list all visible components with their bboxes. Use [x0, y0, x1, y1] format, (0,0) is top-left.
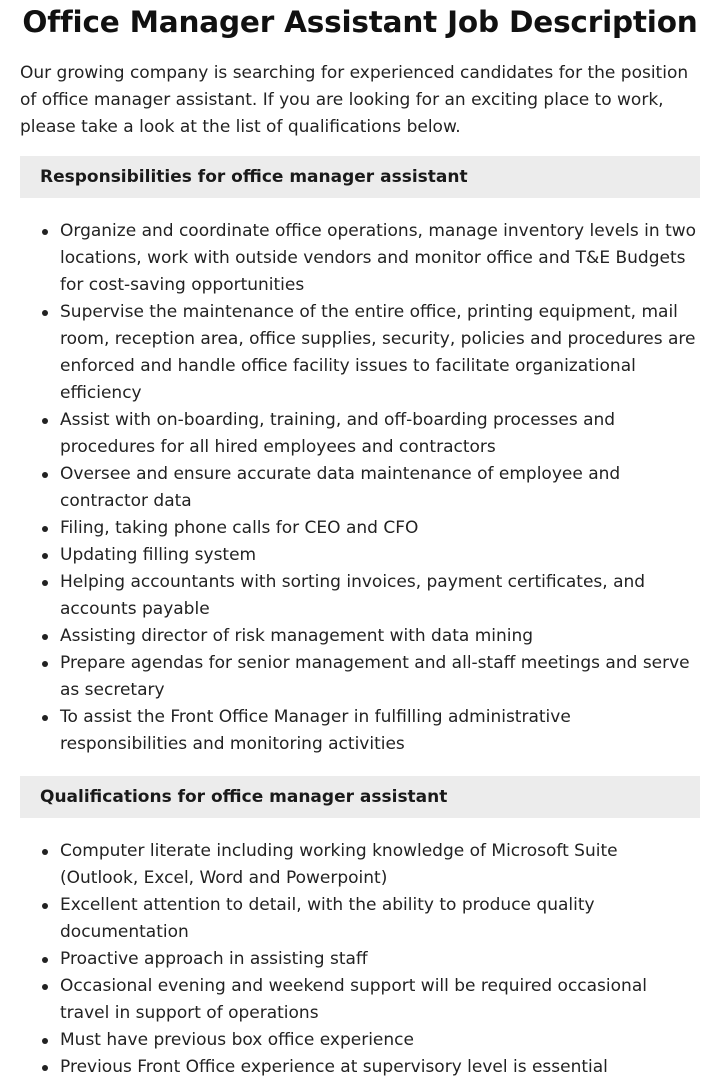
list-item: Must have previous box office experience [60, 1027, 700, 1054]
list-item: Assisting director of risk management with data mining [60, 623, 700, 650]
list-item: Computer literate including working knowledge of Microsoft Suite (Outlook, Excel, Word and Powerpoint) [60, 838, 700, 892]
list-item: Updating filling system [60, 542, 700, 569]
list-item: Occasional evening and weekend support will be required occasional travel in support of operations [60, 973, 700, 1027]
list-item: Assist with on-boarding, training, and off-boarding processes and procedures for all hired employees and contractors [60, 407, 700, 461]
responsibilities-heading: Responsibilities for office manager assistant [20, 156, 700, 198]
page-title: Office Manager Assistant Job Description [22, 5, 698, 39]
list-item: Organize and coordinate office operations, manage inventory levels in two locations, work with outside vendors and monitor office and T&E Budgets for cost-saving opportunities [60, 218, 700, 299]
list-item: Previous Front Office experience at supervisory level is essential [60, 1054, 700, 1081]
list-item: Proactive approach in assisting staff [60, 946, 700, 973]
list-item: Filing, taking phone calls for CEO and CFO [60, 515, 700, 542]
list-item: Oversee and ensure accurate data maintenance of employee and contractor data [60, 461, 700, 515]
list-item: Prepare agendas for senior management and all-staff meetings and serve as secretary [60, 650, 700, 704]
qualifications-heading: Qualifications for office manager assistant [20, 776, 700, 818]
intro-paragraph: Our growing company is searching for experienced candidates for the position of office manager assistant. If you are looking for an exciting place to work, please take a look at the list of qualifications below. [20, 63, 689, 137]
list-item: Helping accountants with sorting invoices, payment certificates, and accounts payable [60, 569, 700, 623]
list-item: Supervise the maintenance of the entire office, printing equipment, mail room, reception area, office supplies, security, policies and procedures are enforced and handle office facility issues to facilitate organizational efficiency [60, 299, 700, 407]
list-item: Excellent attention to detail, with the ability to produce quality documentation [60, 892, 700, 946]
qualifications-list [20, 838, 700, 1081]
responsibilities-list [20, 218, 700, 758]
list-item: To assist the Front Office Manager in fulfilling administrative responsibilities and monitoring activities [60, 704, 700, 758]
